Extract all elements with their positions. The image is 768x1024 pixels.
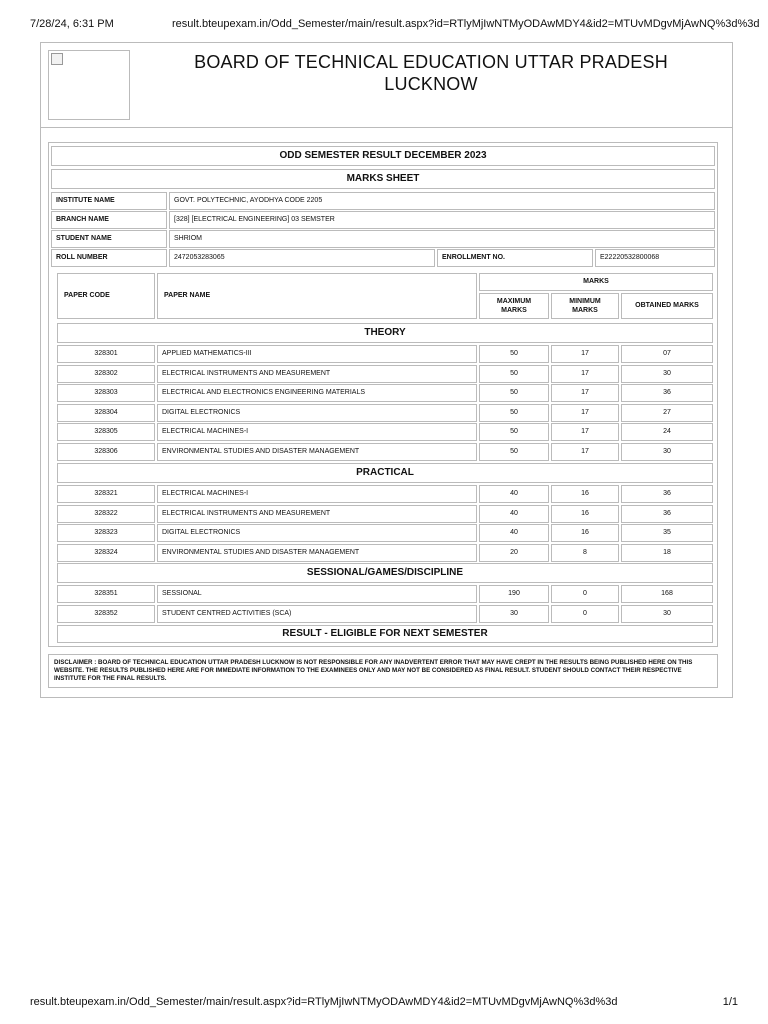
obtained-marks-cell: 35 <box>621 524 713 542</box>
paper-name-cell: ELECTRICAL MACHINES-I <box>157 485 477 503</box>
col-max-line2: MARKS <box>501 307 527 314</box>
table-row <box>57 485 713 503</box>
obtained-marks-cell: 30 <box>621 365 713 383</box>
table-row <box>57 404 713 422</box>
board-title <box>151 51 711 95</box>
min-marks-cell: 16 <box>551 485 619 503</box>
paper-name-cell: APPLIED MATHEMATICS-III <box>157 345 477 363</box>
paper-code-cell: 328321 <box>57 485 155 503</box>
paper-code-cell: 328302 <box>57 365 155 383</box>
result-status: RESULT - ELIGIBLE FOR NEXT SEMESTER <box>57 625 713 643</box>
section-sessional: SESSIONAL/GAMES/DISCIPLINE <box>57 563 713 583</box>
min-marks-cell: 17 <box>551 404 619 422</box>
student-value: SHRIOM <box>169 230 715 248</box>
table-row <box>57 365 713 383</box>
section-theory: THEORY <box>57 323 713 343</box>
board-title-line1: BOARD OF TECHNICAL EDUCATION UTTAR PRADESH <box>194 52 668 72</box>
paper-code-cell: 328351 <box>57 585 155 603</box>
col-paper-code: PAPER CODE <box>57 273 155 319</box>
min-marks-cell: 0 <box>551 605 619 623</box>
institute-label: INSTITUTE NAME <box>51 192 167 210</box>
section-practical: PRACTICAL <box>57 463 713 483</box>
paper-code-cell: 328304 <box>57 404 155 422</box>
paper-code-cell: 328306 <box>57 443 155 461</box>
max-marks-cell: 50 <box>479 345 549 363</box>
col-marks: MARKS <box>479 273 713 291</box>
max-marks-cell: 50 <box>479 404 549 422</box>
disclaimer: DISCLAIMER : BOARD OF TECHNICAL EDUCATION UTTAR PRADESH LUCKNOW IS NOT RESPONSIBLE FOR ANY INADVERTENT ERROR THAT MAY HAVE CREPT IN THE RESULTS BEING PUBLISHED HERE ON THIS WEBSITE. THE RESULTS PUBLISHED HERE ARE FOR IMMEDIATE INFORMATION TO THE EXAMINEES ONLY AND MAY NOT BE CONSIDERED AS FINAL RESULT. STUDENT SHOULD CONTACT THEIR RESPECTIVE INSTITUTE FOR THE FINAL RESULTS. <box>48 654 718 688</box>
paper-name-cell: DIGITAL ELECTRONICS <box>157 524 477 542</box>
obtained-marks-cell: 24 <box>621 423 713 441</box>
broken-image-icon <box>51 53 63 65</box>
col-min-line2: MARKS <box>572 307 598 314</box>
roll-label: ROLL NUMBER <box>51 249 167 267</box>
col-paper-name: PAPER NAME <box>157 273 477 319</box>
branch-row <box>51 211 715 229</box>
paper-code-cell: 328301 <box>57 345 155 363</box>
paper-name-cell: ELECTRICAL AND ELECTRONICS ENGINEERING MATERIALS <box>157 384 477 402</box>
min-marks-cell: 17 <box>551 443 619 461</box>
max-marks-cell: 30 <box>479 605 549 623</box>
student-label: STUDENT NAME <box>51 230 167 248</box>
branch-value: [328] [ELECTRICAL ENGINEERING] 03 SEMSTER <box>169 211 715 229</box>
min-marks-cell: 17 <box>551 365 619 383</box>
paper-code-cell: 328324 <box>57 544 155 562</box>
marks-sheet <box>48 142 718 647</box>
marks-sheet-title: MARKS SHEET <box>51 169 715 189</box>
min-marks-cell: 16 <box>551 524 619 542</box>
paper-name-cell: ENVIRONMENTAL STUDIES AND DISASTER MANAGEMENT <box>157 544 477 562</box>
obtained-marks-cell: 07 <box>621 345 713 363</box>
board-logo <box>48 50 130 120</box>
max-marks-cell: 50 <box>479 384 549 402</box>
roll-row <box>51 249 715 267</box>
max-marks-cell: 50 <box>479 365 549 383</box>
paper-code-cell: 328352 <box>57 605 155 623</box>
col-min-marks <box>551 293 619 319</box>
paper-name-cell: DIGITAL ELECTRONICS <box>157 404 477 422</box>
enrollment-value: E22220532800068 <box>595 249 715 267</box>
min-marks-cell: 17 <box>551 384 619 402</box>
min-marks-cell: 16 <box>551 505 619 523</box>
paper-name-cell: ELECTRICAL INSTRUMENTS AND MEASUREMENT <box>157 365 477 383</box>
min-marks-cell: 0 <box>551 585 619 603</box>
footer-url: result.bteupexam.in/Odd_Semester/main/result.aspx?id=RTlyMjIwNTMyODAwMDY4&id2=MTUvMDgvMjAwNQ%3d%3d <box>30 996 618 1008</box>
table-row <box>57 423 713 441</box>
max-marks-cell: 50 <box>479 423 549 441</box>
table-row <box>57 505 713 523</box>
paper-code-cell: 328323 <box>57 524 155 542</box>
col-max-line1: MAXIMUM <box>496 298 532 305</box>
paper-code-cell: 328322 <box>57 505 155 523</box>
table-row <box>57 605 713 623</box>
student-row <box>51 230 715 248</box>
col-obtained-marks: OBTAINED MARKS <box>621 293 713 319</box>
exam-title: ODD SEMESTER RESULT DECEMBER 2023 <box>51 146 715 166</box>
paper-name-cell: ENVIRONMENTAL STUDIES AND DISASTER MANAGEMENT <box>157 443 477 461</box>
min-marks-cell: 8 <box>551 544 619 562</box>
roll-value: 2472053283065 <box>169 249 435 267</box>
max-marks-cell: 50 <box>479 443 549 461</box>
institute-row <box>51 192 715 210</box>
header-divider <box>41 127 732 128</box>
obtained-marks-cell: 18 <box>621 544 713 562</box>
institute-value: GOVT. POLYTECHNIC, AYODHYA CODE 2205 <box>169 192 715 210</box>
table-row <box>57 443 713 461</box>
obtained-marks-cell: 30 <box>621 443 713 461</box>
print-date: 7/28/24, 6:31 PM <box>30 18 114 30</box>
board-title-line2: LUCKNOW <box>384 74 478 94</box>
col-max-marks <box>479 293 549 319</box>
obtained-marks-cell: 27 <box>621 404 713 422</box>
max-marks-cell: 40 <box>479 505 549 523</box>
obtained-marks-cell: 36 <box>621 485 713 503</box>
obtained-marks-cell: 36 <box>621 384 713 402</box>
paper-name-cell: STUDENT CENTRED ACTIVITIES (SCA) <box>157 605 477 623</box>
obtained-marks-cell: 36 <box>621 505 713 523</box>
table-row <box>57 345 713 363</box>
paper-code-cell: 328305 <box>57 423 155 441</box>
table-row <box>57 544 713 562</box>
print-url: result.bteupexam.in/Odd_Semester/main/result.aspx?id=RTlyMjIwNTMyODAwMDY4&id2=MTUvMDgvMjAwNQ%3d%3d <box>172 18 760 30</box>
table-row <box>57 524 713 542</box>
table-row <box>57 384 713 402</box>
paper-name-cell: ELECTRICAL MACHINES-I <box>157 423 477 441</box>
min-marks-cell: 17 <box>551 345 619 363</box>
obtained-marks-cell: 30 <box>621 605 713 623</box>
page-number: 1/1 <box>722 996 738 1008</box>
paper-name-cell: SESSIONAL <box>157 585 477 603</box>
branch-label: BRANCH NAME <box>51 211 167 229</box>
max-marks-cell: 40 <box>479 524 549 542</box>
enrollment-label: ENROLLMENT NO. <box>437 249 593 267</box>
paper-code-cell: 328303 <box>57 384 155 402</box>
obtained-marks-cell: 168 <box>621 585 713 603</box>
paper-name-cell: ELECTRICAL INSTRUMENTS AND MEASUREMENT <box>157 505 477 523</box>
max-marks-cell: 20 <box>479 544 549 562</box>
table-row <box>57 585 713 603</box>
max-marks-cell: 190 <box>479 585 549 603</box>
max-marks-cell: 40 <box>479 485 549 503</box>
min-marks-cell: 17 <box>551 423 619 441</box>
col-min-line1: MINIMUM <box>569 298 601 305</box>
